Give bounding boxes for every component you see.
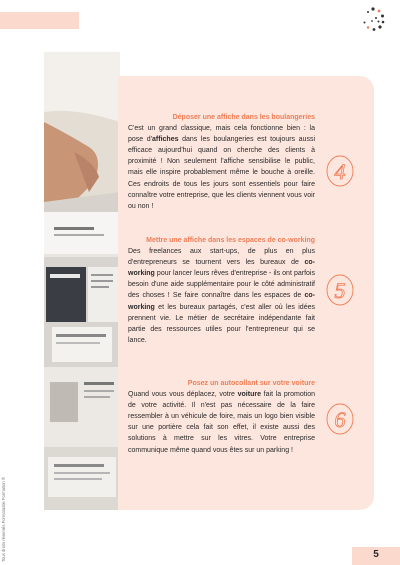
copyright-credit: Tous droits réservés Formatastie Formation ® (1, 476, 6, 562)
number-badge-4 (324, 153, 356, 189)
number-label: 6 (334, 407, 346, 432)
body-text: fait la promotion de votre activité. Il n'est pas nécessaire de la faire ressembler à un véhicule de foire, mais un logo bien visible sur une portière cela fait son effet, il existe aussi des solutions à mettre sur les vitres. Votre entreprise communique même quand vous êtes sur un parking ! (128, 391, 316, 454)
body-emphasis: voiture (237, 391, 261, 399)
number-badge-6 (324, 401, 356, 437)
section-heading: Mettre une affiche dans les espaces de co-working (146, 237, 315, 244)
body-text: C'est un grand classique, mais cela fonctionne bien : la pose d' (128, 125, 315, 144)
body-text: Des freelances aux start-ups, de plus en plus d'entrepreneurs se tournent vers les bureaux de (128, 248, 315, 267)
body-text: Quand vous vous déplacez, votre (128, 391, 238, 399)
section-heading: Posez un autocollant sur votre voiture (187, 380, 315, 387)
section-5 (128, 235, 315, 346)
number-label: 4 (334, 159, 346, 184)
section-body (128, 123, 315, 212)
body-emphasis: co-working (128, 259, 315, 278)
header-tab-decoration (0, 12, 79, 29)
brand-logo-icon (360, 6, 386, 32)
number-badge-5 (324, 272, 356, 308)
page-number: 5 (373, 549, 379, 560)
newspapers-photo (44, 52, 120, 510)
body-text: et les bureaux partagés, c'est aller où les idées prennent vie. Le métier de secrétaire indépendante fait partie des ressources utiles pour l'entrepreneur qui se lance. (128, 303, 315, 344)
section-4 (128, 112, 315, 212)
number-label: 5 (334, 278, 346, 303)
body-text: pour lancer leurs rêves d'entreprise - ils ont parfois besoin d'une aide supplémentaire pour le côté administratif des choses ! Se faire connaître dans les espaces de (128, 270, 315, 300)
section-body (128, 389, 315, 456)
section-body (128, 246, 315, 346)
section-6 (128, 378, 315, 456)
section-heading: Déposer une affiche dans les boulangeries (172, 114, 315, 121)
body-text: dans les boulangeries est toujours aussi efficace aujourd'hui quand on cherche des clients à proximité ! Non seulement l'affiche sensibilise le public, mais elle inspire probablement même le bouche à oreille. Ces endroits de tous les jours sont essentiels pour faire connaître votre entreprise, que les clients viennent vous voir ou non ! (128, 136, 315, 210)
body-emphasis: affiches (152, 136, 179, 144)
body-emphasis: co-working (128, 292, 315, 311)
